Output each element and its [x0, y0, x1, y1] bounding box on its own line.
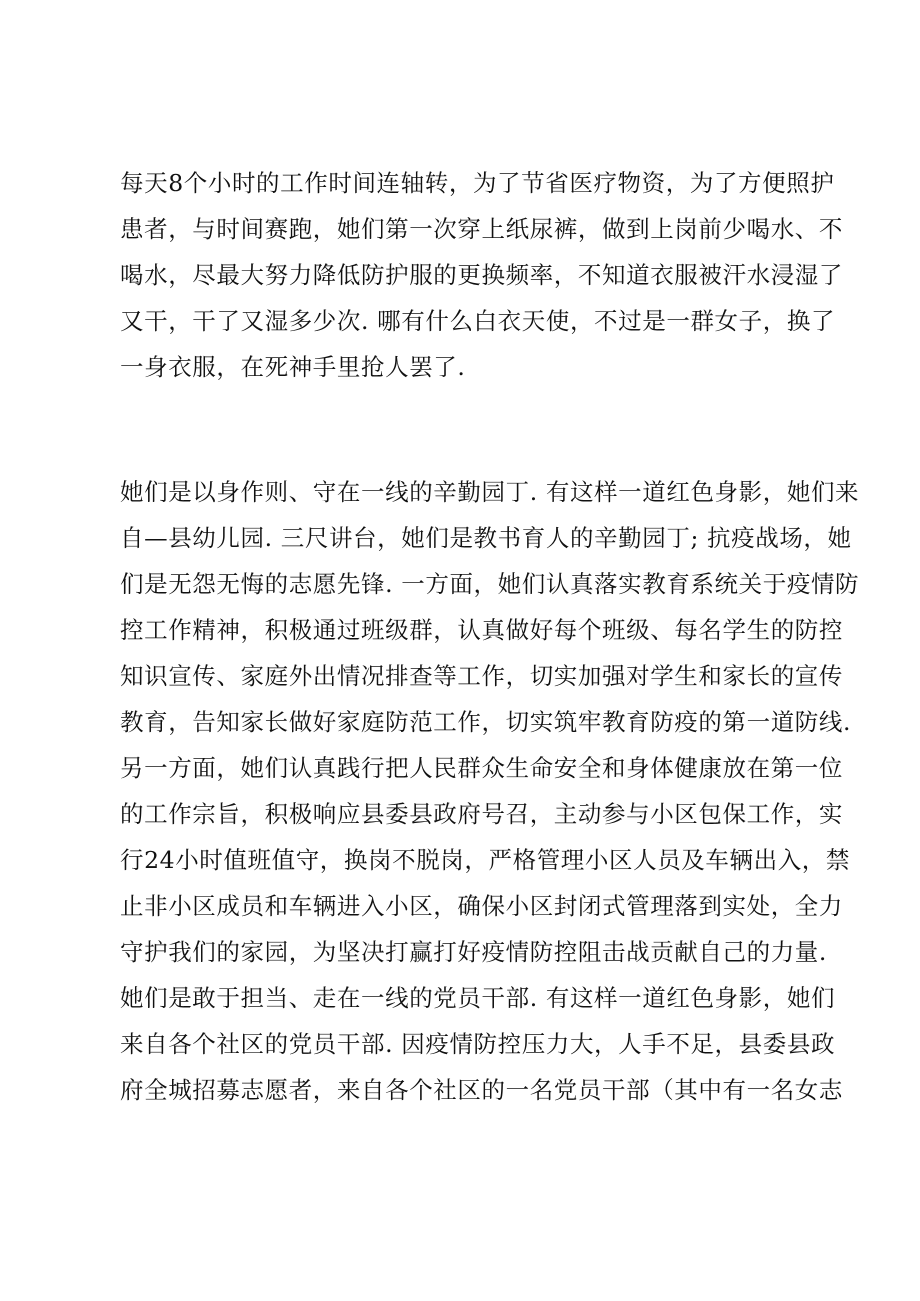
text-line: 教育，告知家长做好家庭防范工作，切实筑牢教育防疫的第一道防线.: [120, 708, 852, 736]
text-line: 行24小时值班值守，换岗不脱岗，严格管理小区人员及车辆出入，禁: [120, 846, 851, 874]
text-line: 自—县幼儿园. 三尺讲台，她们是教书育人的辛勤园丁; 抗疫战场，她: [120, 524, 852, 552]
text-line: 的工作宗旨，积极响应县委县政府号召，主动参与小区包保工作，实: [120, 800, 843, 828]
text-line: 府全城招募志愿者，来自各个社区的一名党员干部（其中有一名女志: [120, 1076, 843, 1104]
text-line: 守护我们的家园，为坚决打赢打好疫情防控阻击战贡献自己的力量.: [120, 938, 827, 966]
text-line: 患者，与时间赛跑，她们第一次穿上纸尿裤，做到上岗前少喝水、不: [120, 215, 843, 243]
paragraph-medical-staff: [120, 160, 843, 390]
text-line: 她们是以身作则、守在一线的辛勤园丁. 有这样一道红色身影，她们来: [120, 478, 860, 506]
text-line: 们是无怨无悔的志愿先锋. 一方面，她们认真落实教育系统关于疫情防: [120, 570, 860, 598]
text-line: 又干，干了又湿多少次. 哪有什么白衣天使，不过是一群女子，换了: [120, 307, 836, 335]
text-line: 知识宣传、家庭外出情况排查等工作，切实加强对学生和家长的宣传: [120, 662, 843, 690]
text-line: 来自各个社区的党员干部. 因疫情防控压力大，人手不足，县委县政: [120, 1030, 836, 1058]
text-line: 喝水，尽最大努力降低防护服的更换频率，不知道衣服被汗水浸湿了: [120, 261, 843, 289]
text-line: 另一方面，她们认真践行把人民群众生命安全和身体健康放在第一位: [120, 754, 843, 782]
text-line: 一身衣服，在死神手里抢人罢了.: [120, 353, 466, 381]
paragraph-teachers-and-cadres: [120, 469, 860, 1113]
text-line: 每天8个小时的工作时间连轴转，为了节省医疗物资，为了方便照护: [120, 169, 835, 197]
text-line: 她们是敢于担当、走在一线的党员干部. 有这样一道红色身影，她们: [120, 984, 836, 1012]
text-line: 控工作精神，积极通过班级群，认真做好每个班级、每名学生的防控: [120, 616, 843, 644]
text-line: 止非小区成员和车辆进入小区，确保小区封闭式管理落到实处，全力: [120, 892, 843, 920]
